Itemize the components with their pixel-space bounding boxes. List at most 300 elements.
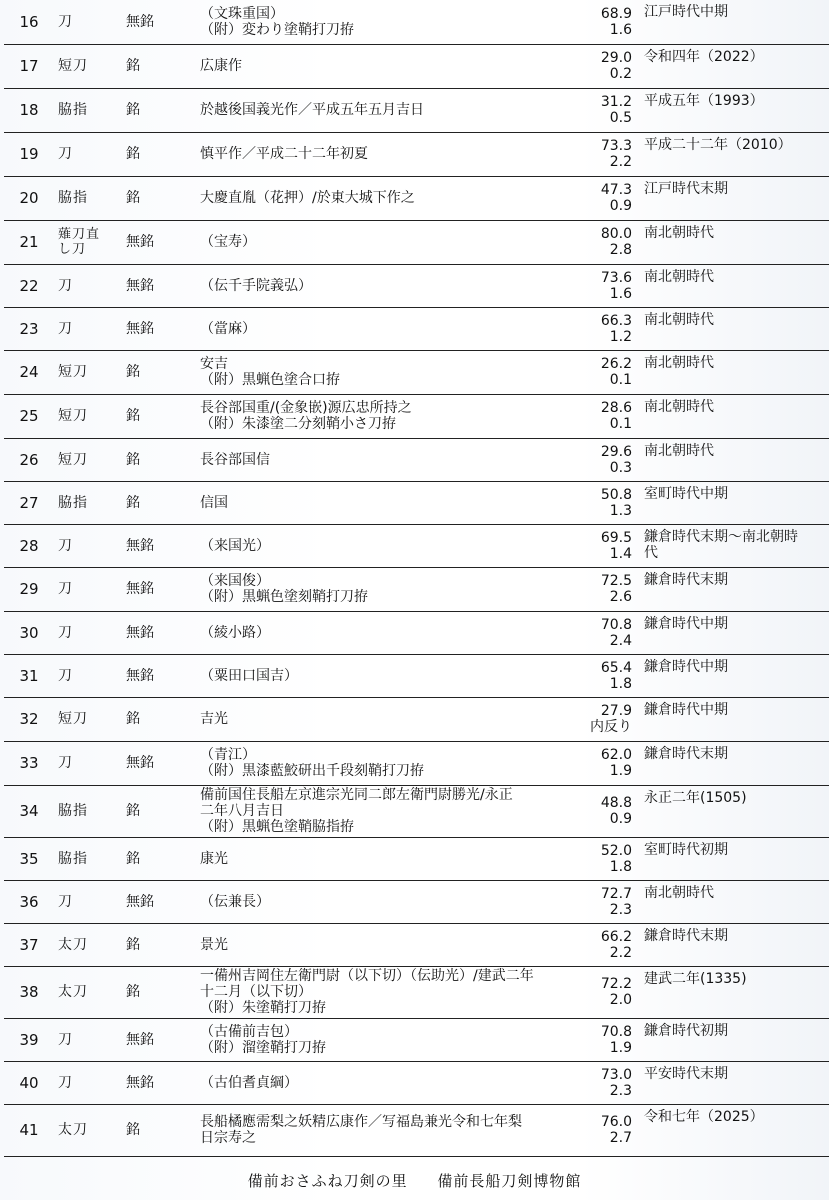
inscription-line: 備前国住長船左京進宗光同二郎左衛門尉勝光/永正	[200, 787, 513, 803]
length-curvature-line: 70.8	[600, 1023, 632, 1040]
period-line: 南北朝時代	[644, 442, 714, 459]
length-curvature-line: 26.2	[600, 356, 632, 372]
inscription-line: 景光	[200, 936, 228, 953]
inscription-line: （宝寿）	[200, 234, 256, 250]
length-curvature	[576, 220, 636, 264]
table-row	[4, 880, 829, 923]
length-curvature-line: 72.7	[600, 885, 632, 902]
inscription	[194, 741, 576, 785]
period-line: 鎌倉時代末期	[644, 927, 728, 944]
length-curvature-line: 2.4	[609, 632, 632, 649]
blade-type: 脇指	[58, 102, 88, 118]
inscription-line: 信国	[200, 494, 228, 511]
period-line: 平安時代末期	[644, 1065, 728, 1082]
period-line: 南北朝時代	[644, 268, 714, 285]
length-curvature-line: 0.9	[609, 811, 632, 827]
blade-type: 刀	[58, 13, 73, 30]
period-line: 令和四年（2022）	[644, 48, 764, 65]
period	[636, 132, 829, 176]
item-number: 21	[19, 233, 39, 251]
blade-type: 太刀	[58, 984, 88, 1000]
blade-type: 刀	[58, 755, 73, 771]
item-number: 33	[19, 754, 39, 772]
item-number: 29	[19, 580, 39, 598]
inscription-line: （青江）	[200, 747, 256, 763]
table-row	[4, 350, 829, 394]
length-curvature	[576, 785, 636, 837]
inscription-line: （来国俊）	[200, 573, 270, 589]
period-line: 鎌倉時代末期	[644, 745, 728, 762]
period-line: 建武二年(1335)	[644, 970, 747, 987]
signature-status: 無銘	[126, 277, 154, 294]
period	[636, 350, 829, 394]
length-curvature-line: 65.4	[600, 659, 632, 676]
length-curvature-line: 0.2	[609, 66, 632, 82]
length-curvature	[576, 611, 636, 654]
blade-type: 短刀	[58, 451, 88, 468]
inscription	[194, 1061, 576, 1104]
signature-status: 無銘	[126, 1074, 154, 1091]
length-curvature	[576, 350, 636, 394]
period	[636, 1104, 829, 1156]
period-line: 鎌倉時代中期	[644, 701, 728, 718]
length-curvature	[576, 438, 636, 481]
length-curvature-line: 2.0	[609, 992, 632, 1008]
inscription-line: 安吉	[200, 356, 228, 372]
period-line: 鎌倉時代末期〜南北朝時	[644, 528, 798, 545]
signature-status: 銘	[126, 494, 140, 511]
length-curvature	[576, 1061, 636, 1104]
length-curvature	[576, 741, 636, 785]
inscription-line: （附）朱塗鞘打刀拵	[200, 1000, 326, 1016]
blade-type: 短刀	[58, 408, 88, 424]
length-curvature	[576, 44, 636, 88]
period	[636, 880, 829, 923]
signature-status: 銘	[126, 711, 140, 727]
length-curvature-line: 2.3	[609, 901, 632, 918]
length-curvature-line: 0.1	[609, 416, 632, 432]
length-curvature	[576, 176, 636, 220]
table-row	[4, 1018, 829, 1061]
length-curvature-line: 29.0	[600, 50, 632, 66]
length-curvature-line: 80.0	[600, 226, 632, 242]
blade-type: 薙刀直し刀	[58, 227, 101, 257]
inscription	[194, 923, 576, 966]
item-number: 39	[19, 1030, 39, 1049]
table-row	[4, 1104, 829, 1156]
length-curvature-line: 73.0	[600, 1066, 632, 1083]
item-number: 22	[19, 276, 39, 295]
length-curvature-line: 1.6	[609, 285, 632, 302]
length-curvature	[576, 394, 636, 438]
period-line: 江戸時代末期	[644, 180, 728, 197]
length-curvature-line: 72.5	[600, 573, 632, 589]
blade-type: 太刀	[58, 1122, 88, 1138]
length-curvature	[576, 880, 636, 923]
blade-type: 刀	[58, 667, 73, 684]
period-line: 平成二十二年（2010）	[644, 136, 792, 153]
table-row	[4, 524, 829, 567]
table-row	[4, 837, 829, 880]
length-curvature-line: 68.9	[600, 5, 632, 22]
length-curvature-line: 76.0	[600, 1114, 632, 1130]
item-number: 17	[19, 57, 39, 75]
inscription	[194, 1018, 576, 1061]
table-row	[4, 697, 829, 741]
inscription-line: （附）溜塗鞘打刀拵	[200, 1039, 326, 1056]
blade-type: 刀	[58, 893, 73, 910]
blade-type: 刀	[58, 1031, 73, 1048]
table-body	[4, 0, 829, 1156]
length-curvature-line: 2.6	[609, 589, 632, 605]
period	[636, 88, 829, 132]
inscription	[194, 567, 576, 611]
period-line: 鎌倉時代中期	[644, 658, 728, 675]
period	[636, 923, 829, 966]
table-row	[4, 132, 829, 176]
table-row	[4, 438, 829, 481]
item-number: 30	[19, 623, 39, 642]
table-row	[4, 220, 829, 264]
item-number: 31	[19, 666, 39, 685]
length-curvature-line: 69.5	[600, 529, 632, 546]
length-curvature-line: 73.6	[600, 269, 632, 286]
blade-type: 刀	[58, 624, 73, 641]
length-curvature-line: 1.9	[609, 763, 632, 779]
blade-type: 刀	[58, 146, 73, 162]
blade-type: 脇指	[58, 190, 88, 206]
blade-type: 刀	[58, 320, 73, 337]
length-curvature-line: 1.3	[609, 502, 632, 519]
length-curvature-line: 2.8	[609, 242, 632, 258]
inscription-line: （附）黒蝋色塗鞘脇指拵	[200, 819, 354, 835]
inscription	[194, 481, 576, 524]
signature-status: 銘	[126, 451, 140, 468]
signature-status: 無銘	[126, 13, 154, 30]
inscription-line: （粟田口国吉）	[200, 667, 298, 684]
item-number: 24	[19, 363, 39, 381]
inscription-line: （古伯耆貞綱）	[200, 1074, 298, 1091]
length-curvature	[576, 0, 636, 44]
table-row	[4, 654, 829, 697]
table-row	[4, 176, 829, 220]
length-curvature	[576, 264, 636, 307]
inscription	[194, 132, 576, 176]
signature-status: 無銘	[126, 893, 154, 910]
inscription-line: （附）変わり塗鞘打刀拵	[200, 21, 354, 38]
inscription-line: 康光	[200, 850, 228, 867]
item-number: 36	[19, 892, 39, 911]
length-curvature-line: 2.2	[609, 944, 632, 961]
length-curvature-line: 2.3	[609, 1082, 632, 1099]
item-number: 27	[19, 493, 39, 512]
footer	[0, 1170, 829, 1191]
inscription	[194, 1104, 576, 1156]
length-curvature	[576, 654, 636, 697]
item-number: 26	[19, 450, 39, 469]
blade-type: 短刀	[58, 711, 88, 727]
item-number: 28	[19, 536, 39, 555]
inscription	[194, 880, 576, 923]
inscription-line: 長谷部国信	[200, 451, 270, 468]
signature-status: 銘	[126, 1122, 140, 1138]
length-curvature-line: 48.8	[600, 795, 632, 811]
inscription-line: 十二月（以下切）	[200, 984, 312, 1000]
period-line: 平成五年（1993）	[644, 92, 764, 109]
length-curvature	[576, 88, 636, 132]
period	[636, 567, 829, 611]
inscription	[194, 837, 576, 880]
period-line: 永正二年(1505)	[644, 789, 747, 806]
period-line: 鎌倉時代初期	[644, 1022, 728, 1039]
length-curvature-line: 62.0	[600, 747, 632, 763]
length-curvature	[576, 923, 636, 966]
inscription	[194, 307, 576, 350]
table-row	[4, 0, 829, 44]
inscription	[194, 654, 576, 697]
signature-status: 無銘	[126, 1031, 154, 1048]
inscription-line: （文珠重国）	[200, 5, 284, 22]
inscription-line: 二年八月吉日	[200, 803, 284, 819]
signature-status: 銘	[126, 102, 140, 118]
length-curvature-line: 内反り	[590, 719, 632, 735]
item-number: 18	[19, 101, 39, 119]
period	[636, 1061, 829, 1104]
table-row	[4, 966, 829, 1018]
signature-status: 無銘	[126, 755, 154, 771]
inscription-line: （當麻）	[200, 320, 256, 337]
signature-status: 銘	[126, 146, 140, 162]
signature-status: 銘	[126, 936, 140, 953]
blade-type: 刀	[58, 1074, 73, 1091]
sword-list-table	[4, 0, 829, 1157]
length-curvature-line: 1.4	[609, 545, 632, 562]
length-curvature-line: 27.9	[600, 703, 632, 719]
length-curvature-line: 72.2	[600, 976, 632, 992]
inscription-line: 吉光	[200, 711, 228, 727]
inscription-line: （伝千手院義弘）	[200, 277, 312, 294]
blade-type: 脇指	[58, 850, 88, 867]
table-row	[4, 307, 829, 350]
length-curvature-line: 0.1	[609, 372, 632, 388]
signature-status: 無銘	[126, 667, 154, 684]
signature-status: 銘	[126, 408, 140, 424]
item-number: 40	[19, 1073, 39, 1092]
period	[636, 481, 829, 524]
period-line: 江戸時代中期	[644, 4, 728, 20]
inscription-line: （伝兼長）	[200, 893, 270, 910]
inscription	[194, 44, 576, 88]
blade-type: 太刀	[58, 936, 88, 953]
signature-status: 銘	[126, 984, 140, 1000]
signature-status: 銘	[126, 803, 140, 819]
inscription-line: （附）朱漆塗二分刻鞘小さ刀拵	[200, 416, 396, 432]
length-curvature-line: 1.8	[609, 675, 632, 692]
signature-status: 無銘	[126, 234, 154, 250]
period	[636, 307, 829, 350]
period	[636, 394, 829, 438]
signature-status: 無銘	[126, 537, 154, 554]
period-line: 南北朝時代	[644, 354, 714, 371]
period	[636, 44, 829, 88]
length-curvature-line: 73.3	[600, 138, 632, 154]
length-curvature-line: 2.2	[609, 154, 632, 170]
period	[636, 220, 829, 264]
period	[636, 697, 829, 741]
table-row	[4, 785, 829, 837]
length-curvature-line: 52.0	[600, 842, 632, 859]
period	[636, 785, 829, 837]
period	[636, 264, 829, 307]
table-row	[4, 481, 829, 524]
item-number: 38	[19, 983, 39, 1001]
period-line: 室町時代中期	[644, 485, 728, 502]
period-line: 南北朝時代	[644, 884, 714, 901]
signature-status: 無銘	[126, 320, 154, 337]
item-number: 37	[19, 935, 39, 954]
item-number: 19	[19, 145, 39, 163]
length-curvature-line: 1.2	[609, 328, 632, 345]
inscription-line: 長谷部国重/(金象嵌)源広忠所持之	[200, 400, 412, 416]
period-line: 南北朝時代	[644, 224, 714, 241]
inscription-line: 於越後国義光作／平成五年五月吉日	[200, 102, 424, 118]
period	[636, 176, 829, 220]
inscription-line: （綾小路）	[200, 624, 270, 641]
length-curvature	[576, 481, 636, 524]
length-curvature-line: 1.6	[609, 21, 632, 38]
inscription-line: （古備前吉包）	[200, 1023, 298, 1040]
blade-type: 刀	[58, 581, 73, 597]
table-row	[4, 264, 829, 307]
blade-type: 短刀	[58, 364, 88, 380]
period	[636, 524, 829, 567]
inscription-line: 慎平作／平成二十二年初夏	[200, 146, 368, 162]
blade-type: 脇指	[58, 803, 88, 819]
signature-status: 銘	[126, 364, 140, 380]
inscription-line: （附）黒漆藍鮫研出千段刻鞘打刀拵	[200, 763, 424, 779]
length-curvature-line: 0.5	[609, 110, 632, 126]
inscription	[194, 0, 576, 44]
period-line: 鎌倉時代中期	[644, 615, 728, 632]
inscription	[194, 966, 576, 1018]
inscription-line: 大慶直胤（花押）/於東大城下作之	[200, 190, 415, 206]
inscription	[194, 611, 576, 654]
table-row	[4, 1061, 829, 1104]
item-number: 16	[19, 12, 39, 31]
length-curvature-line: 50.8	[600, 486, 632, 503]
item-number: 25	[19, 407, 39, 425]
blade-type: 刀	[58, 537, 73, 554]
inscription-line: （来国光）	[200, 537, 270, 554]
length-curvature	[576, 567, 636, 611]
inscription	[194, 176, 576, 220]
table-row	[4, 394, 829, 438]
length-curvature	[576, 1018, 636, 1061]
period-line: 鎌倉時代末期	[644, 571, 728, 588]
table-row	[4, 44, 829, 88]
inscription	[194, 438, 576, 481]
length-curvature	[576, 307, 636, 350]
inscription	[194, 220, 576, 264]
blade-type: 短刀	[58, 58, 88, 74]
table-row	[4, 88, 829, 132]
length-curvature	[576, 132, 636, 176]
blade-type: 脇指	[58, 494, 88, 511]
length-curvature-line: 66.2	[600, 928, 632, 945]
table-row	[4, 741, 829, 785]
item-number: 34	[19, 802, 39, 820]
table-row	[4, 567, 829, 611]
period	[636, 1018, 829, 1061]
signature-status: 無銘	[126, 624, 154, 641]
inscription	[194, 524, 576, 567]
inscription	[194, 88, 576, 132]
length-curvature-line: 29.6	[600, 443, 632, 460]
footer-museum: 備前長船刀剣博物館	[437, 1172, 582, 1190]
blade-type: 刀	[58, 277, 73, 294]
period	[636, 837, 829, 880]
item-number: 23	[19, 319, 39, 338]
period	[636, 611, 829, 654]
length-curvature	[576, 524, 636, 567]
inscription	[194, 350, 576, 394]
table-row	[4, 611, 829, 654]
period-line: 室町時代初期	[644, 841, 728, 858]
signature-status: 銘	[126, 850, 140, 867]
item-number: 20	[19, 189, 39, 207]
period-line: 代	[644, 544, 658, 561]
period-line: 南北朝時代	[644, 398, 714, 415]
item-number: 41	[19, 1121, 39, 1139]
period	[636, 966, 829, 1018]
length-curvature-line: 1.8	[609, 858, 632, 875]
inscription	[194, 394, 576, 438]
period	[636, 741, 829, 785]
inscription	[194, 697, 576, 741]
inscription-line: （附）黒蝋色塗刻鞘打刀拵	[200, 589, 368, 605]
length-curvature-line: 0.3	[609, 459, 632, 476]
item-number: 35	[19, 849, 39, 868]
period-line: 令和七年（2025）	[644, 1108, 764, 1125]
length-curvature	[576, 837, 636, 880]
period	[636, 438, 829, 481]
period-line: 南北朝時代	[644, 311, 714, 328]
length-curvature-line: 70.8	[600, 616, 632, 633]
signature-status: 銘	[126, 58, 140, 74]
length-curvature-line: 2.7	[609, 1130, 632, 1146]
inscription	[194, 785, 576, 837]
length-curvature	[576, 697, 636, 741]
inscription-line: 一備州吉岡住左衛門尉（以下切）（伝助光）/建武二年	[200, 968, 534, 984]
table-row	[4, 923, 829, 966]
inscription-line: 広康作	[200, 58, 242, 74]
period	[636, 654, 829, 697]
signature-status: 無銘	[126, 581, 154, 597]
inscription-line: （附）黒蝋色塗合口拵	[200, 372, 340, 388]
period	[636, 0, 829, 44]
inscription-line: 日宗寿之	[200, 1130, 256, 1146]
length-curvature-line: 0.9	[609, 198, 632, 214]
footer-venue: 備前おさふね刀剣の里	[247, 1172, 408, 1190]
length-curvature-line: 28.6	[600, 400, 632, 416]
length-curvature-line: 66.3	[600, 312, 632, 329]
length-curvature-line: 31.2	[600, 94, 632, 110]
length-curvature-line: 47.3	[600, 182, 632, 198]
item-number: 32	[19, 710, 39, 728]
inscription-line: 長船橘應需梨之妖精広康作／写福島兼光令和七年梨	[200, 1114, 522, 1130]
signature-status: 銘	[126, 190, 140, 206]
inscription	[194, 264, 576, 307]
